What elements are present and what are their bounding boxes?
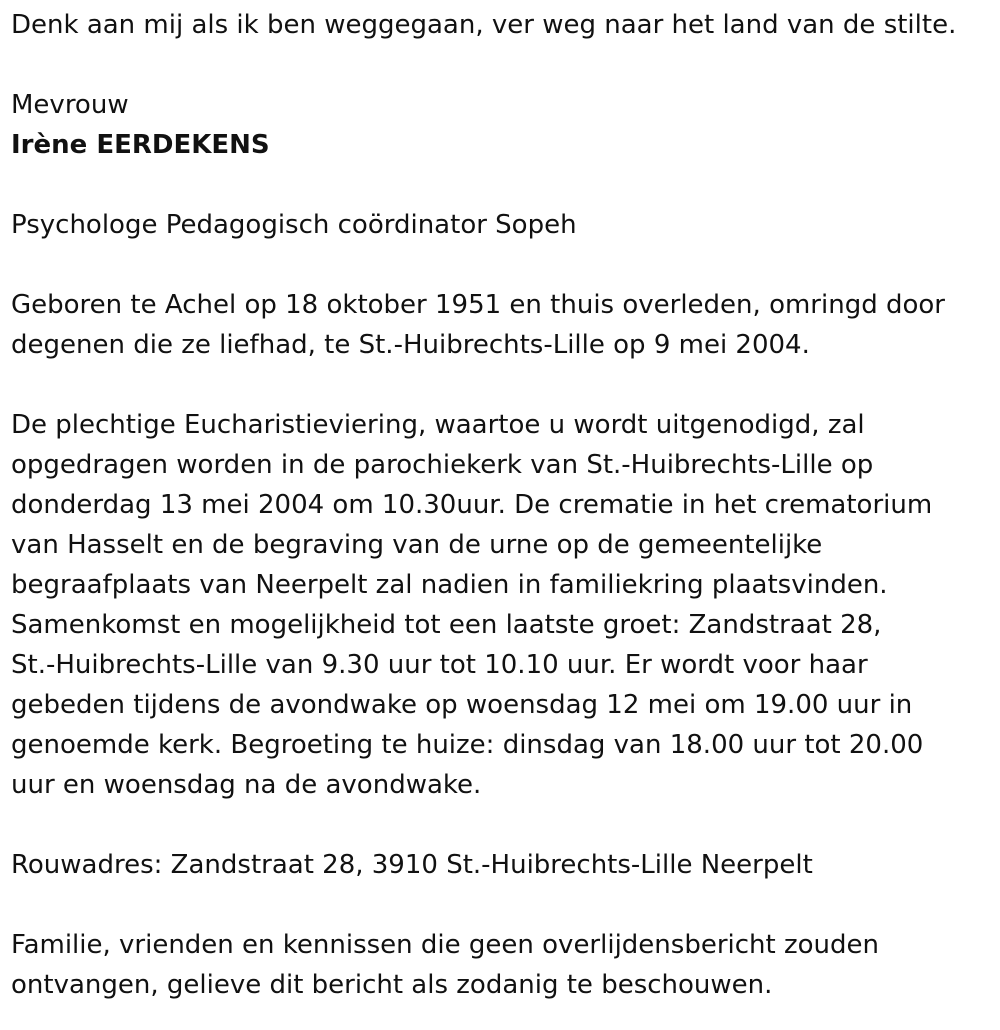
deceased-name: Irène EERDEKENS [11, 130, 270, 160]
closing-paragraph [11, 925, 1000, 1005]
paragraph-line: genoemde kerk. Begroeting te huize: dinsdag van 18.00 uur tot 20.00 [11, 730, 924, 760]
paragraph-line: uur en woensdag na de avondwake. [11, 770, 482, 800]
spacer [11, 365, 1000, 405]
paragraph-line: De plechtige Eucharistieviering, waartoe u wordt uitgenodigd, zal [11, 410, 865, 440]
paragraph-line: Familie, vrienden en kennissen die geen overlijdensbericht zouden [11, 930, 879, 960]
profession: Psychologe Pedagogisch coördinator Sopeh [11, 210, 577, 240]
paragraph-line: St.-Huibrechts-Lille van 9.30 uur tot 10.10 uur. Er wordt voor haar [11, 650, 868, 680]
paragraph-line: degenen die ze liefhad, te St.-Huibrechts-Lille op 9 mei 2004. [11, 330, 810, 360]
spacer [11, 245, 1000, 285]
paragraph-line: ontvangen, gelieve dit bericht als zodanig te beschouwen. [11, 970, 773, 1000]
birth-death-paragraph [11, 285, 1000, 365]
paragraph-line: donderdag 13 mei 2004 om 10.30uur. De crematie in het crematorium [11, 490, 933, 520]
paragraph-line: opgedragen worden in de parochiekerk van St.-Huibrechts-Lille op [11, 450, 874, 480]
paragraph-line: van Hasselt en de begraving van de urne op de gemeentelijke [11, 530, 823, 560]
spacer [11, 885, 1000, 925]
ceremony-paragraph [11, 405, 1000, 805]
paragraph-line: begraafplaats van Neerpelt zal nadien in familiekring plaatsvinden. [11, 570, 888, 600]
salutation: Mevrouw [11, 90, 129, 120]
spacer [11, 165, 1000, 205]
paragraph-line: gebeden tijdens de avondwake op woensdag 12 mei om 19.00 uur in [11, 690, 913, 720]
spacer [11, 805, 1000, 845]
paragraph-line: Geboren te Achel op 18 oktober 1951 en thuis overleden, omringd door [11, 290, 945, 320]
motto: Denk aan mij als ik ben weggegaan, ver weg naar het land van de stilte. [11, 10, 957, 40]
spacer [11, 45, 1000, 85]
paragraph-line: Samenkomst en mogelijkheid tot een laatste groet: Zandstraat 28, [11, 610, 882, 640]
mourning-address: Rouwadres: Zandstraat 28, 3910 St.-Huibrechts-Lille Neerpelt [11, 850, 813, 880]
